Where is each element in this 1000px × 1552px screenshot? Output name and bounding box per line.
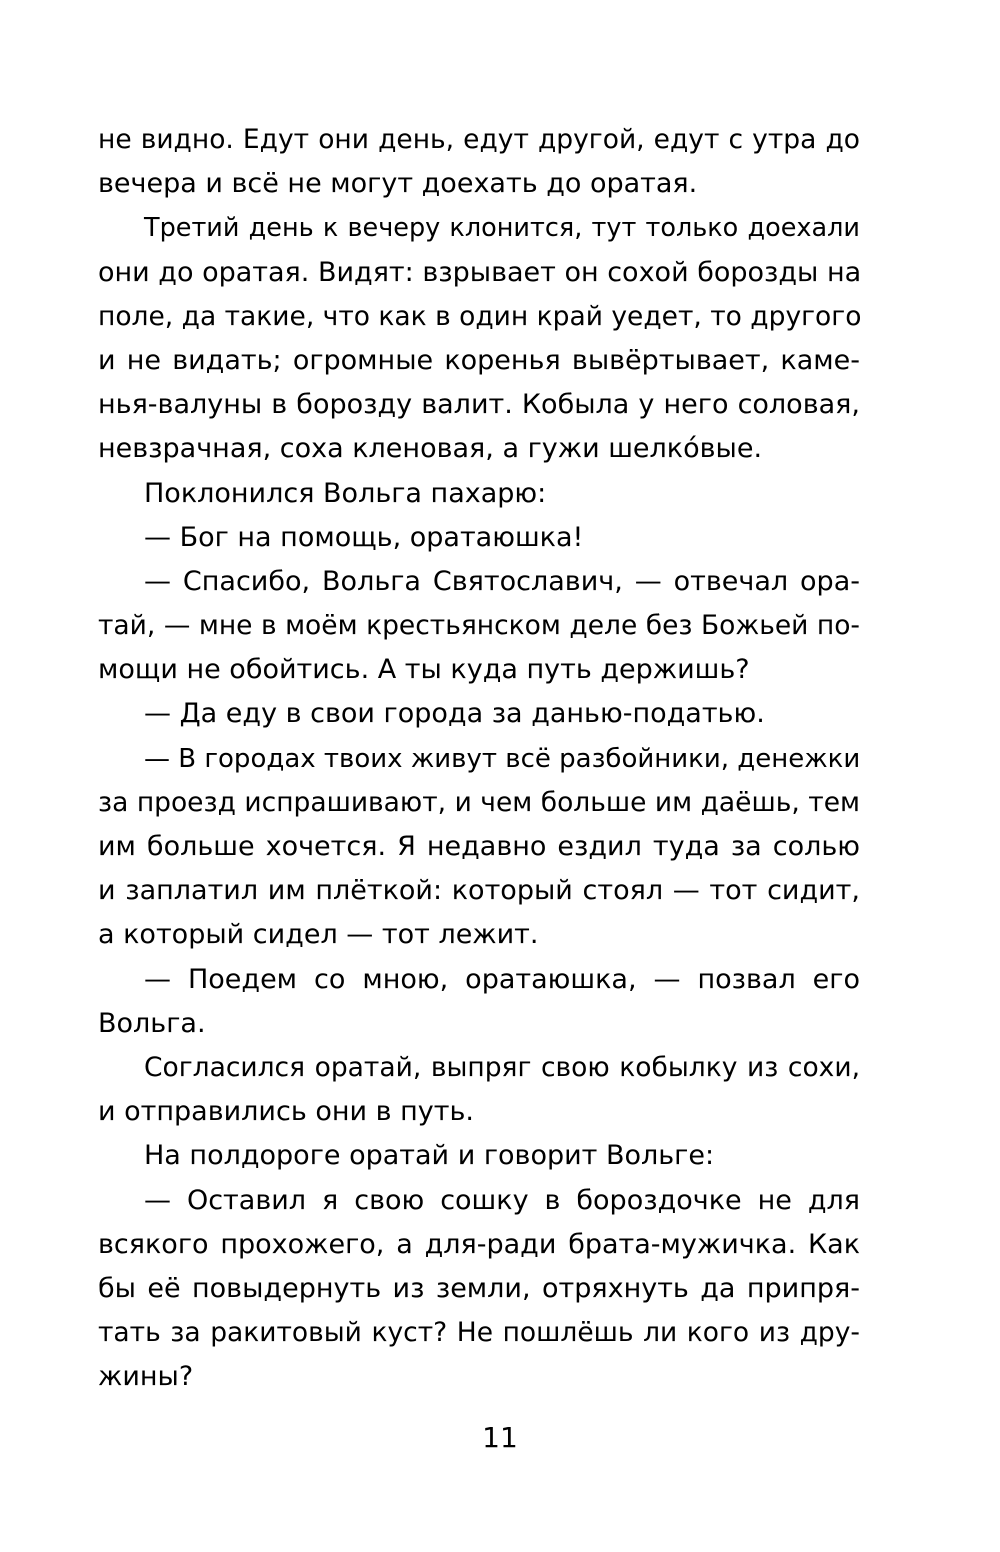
text-line: а который сидел — тот лежит.	[98, 919, 539, 951]
text-line: Поклонился Вольга пахарю:	[144, 477, 547, 509]
text-line: — В городах твоих живут всё разбойники, денежки	[144, 743, 861, 774]
text-line: тать за ракитовый куст? Не пошлёшь ли кого из дру-	[98, 1317, 860, 1349]
text-line: — Поедем со мною, оратаюшка, — позвал его	[144, 963, 860, 995]
text-line: и не видать; огромные коренья вывёртывает, каме-	[98, 344, 860, 376]
text-line: Третий день к вечеру клонится, тут только доехали	[144, 213, 860, 244]
text-line: и заплатил им плёткой: который стоял — тот сидит,	[98, 875, 860, 907]
text-line: они до оратая. Видят: взрывает он сохой борозды на	[98, 256, 862, 288]
text-line: На полдороге оратай и говорит Вольге:	[144, 1140, 715, 1172]
text-line: не видно. Едут они день, едут другой, едут с утра до	[98, 124, 860, 155]
text-line: Согласился оратай, выпряг свою кобылку из сохи,	[144, 1051, 860, 1083]
text-line: вечера и всё не могут доехать до оратая.	[98, 168, 698, 200]
text-line: поле, да такие, что как в один край уедет, то другого	[98, 300, 862, 332]
text-line: — Бог на помощь, оратаюшка!	[144, 521, 584, 553]
text-line: мощи не обойтись. А ты куда путь держишь?	[98, 654, 750, 686]
text-line: жины?	[98, 1361, 194, 1393]
text-line: Вольга.	[98, 1007, 206, 1039]
text-line: невзрачная, соха кленовая, а гужи шелко́вые.	[98, 433, 763, 465]
text-line: — Да еду в свои города за данью-податью.	[144, 698, 765, 730]
text-line: всякого прохожего, а для-ради брата-мужичка. Как	[98, 1228, 860, 1260]
text-line: — Спасибо, Вольга Святославич, — отвечал ора-	[144, 565, 860, 597]
text-line: тай, — мне в моём крестьянском деле без Божьей по-	[98, 610, 860, 642]
text-line: им больше хочется. Я недавно ездил туда за солью	[98, 831, 860, 862]
text-line: нья-валуны в борозду валит. Кобыла у него соловая,	[98, 389, 860, 421]
text-line: и отправились они в путь.	[98, 1096, 474, 1128]
text-line: — Оставил я свою сошку в бороздочке не для	[144, 1184, 860, 1216]
text-line: бы её повыдернуть из земли, отряхнуть да припря-	[98, 1272, 860, 1304]
book-page-text	[98, 118, 860, 1399]
text-line: за проезд испрашивают, и чем больше им даёшь, тем	[98, 786, 860, 818]
page-number: 11	[482, 1421, 518, 1454]
